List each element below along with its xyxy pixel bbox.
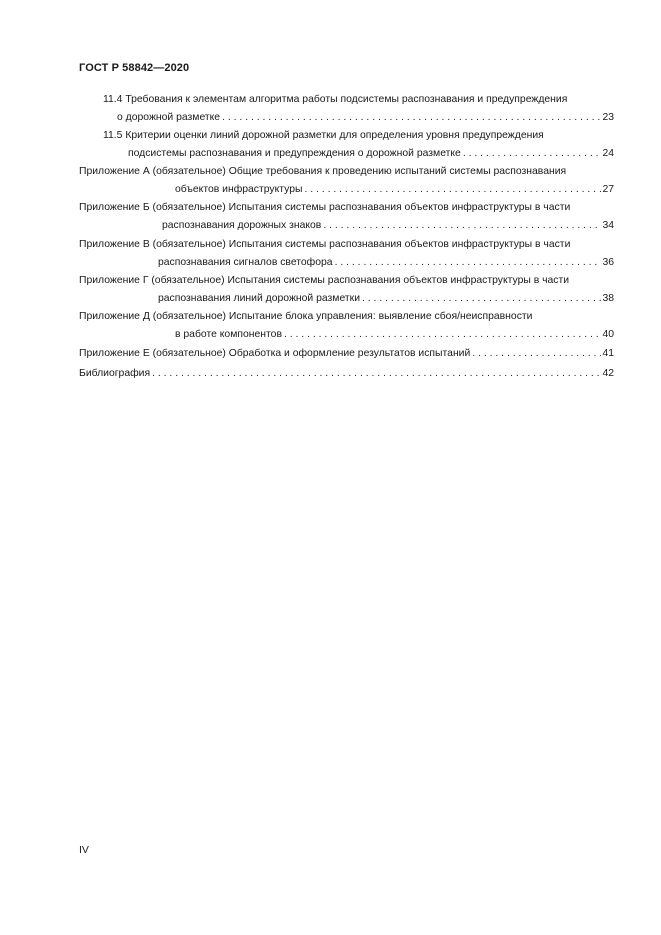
toc-appendix-b[interactable] xyxy=(162,219,614,232)
toc-entry-text: распознавания линий дорожной разметки xyxy=(158,293,360,304)
toc-leader-dots xyxy=(362,292,601,305)
toc-entry-text: распознавания сигналов светофора xyxy=(158,257,333,268)
toc-appendix-g-title: Приложение Г (обязательное) Испытания системы распознавания объектов инфраструктуры в части xyxy=(79,275,570,286)
document-header-title: ГОСТ Р 58842—2020 xyxy=(79,62,190,74)
toc-entry-text: Библиография xyxy=(79,368,151,379)
toc-entry-text: в работе компонентов xyxy=(175,329,282,340)
toc-leader-dots xyxy=(323,219,601,232)
toc-entry-text: объектов инфраструктуры xyxy=(175,184,303,195)
toc-appendix-a-title: Приложение А (обязательное) Общие требования к проведению испытаний системы распознавания xyxy=(79,166,567,177)
toc-entry-11-4[interactable] xyxy=(117,111,614,124)
toc-page-number: 36 xyxy=(602,257,614,268)
toc-entry-11-5[interactable] xyxy=(128,147,614,160)
toc-entry-text: Приложение Е (обязательное) Обработка и оформление результатов испытаний xyxy=(79,348,471,359)
toc-entry-text: распознавания дорожных знаков xyxy=(162,220,322,231)
toc-leader-dots xyxy=(222,111,601,124)
toc-page-number: 40 xyxy=(602,329,614,340)
toc-leader-dots xyxy=(284,328,601,341)
toc-entry-text: подсистемы распознавания и предупреждения о дорожной разметке xyxy=(128,148,461,159)
toc-bibliography[interactable] xyxy=(79,367,614,380)
toc-leader-dots xyxy=(304,183,601,196)
toc-page-number: 27 xyxy=(602,184,614,195)
toc-appendix-g[interactable] xyxy=(158,292,614,305)
footer-page-number: IV xyxy=(79,844,89,856)
toc-leader-dots xyxy=(472,347,601,360)
toc-page-number: 34 xyxy=(602,220,614,231)
toc-page-number: 38 xyxy=(602,293,614,304)
toc-entry-11-4-title: 11.4 Требования к элементам алгоритма работы подсистемы распознавания и предупреждения xyxy=(103,94,568,105)
toc-appendix-a[interactable] xyxy=(175,183,614,196)
toc-appendix-b-title: Приложение Б (обязательное) Испытания системы распознавания объектов инфраструктуры в части xyxy=(79,202,571,213)
toc-page-number: 23 xyxy=(602,112,614,123)
toc-leader-dots xyxy=(335,256,602,269)
toc-appendix-e[interactable] xyxy=(79,347,614,360)
toc-page-number: 24 xyxy=(602,148,614,159)
toc-leader-dots xyxy=(152,367,601,380)
toc-page-number: 42 xyxy=(602,368,614,379)
toc-leader-dots xyxy=(463,147,602,160)
toc-entry-11-5-title: 11.5 Критерии оценки линий дорожной разметки для определения уровня предупреждения xyxy=(103,130,544,141)
toc-entry-text: о дорожной разметке xyxy=(117,112,221,123)
toc-appendix-v-title: Приложение В (обязательное) Испытания системы распознавания объектов инфраструктуры в части xyxy=(79,239,571,250)
toc-appendix-v[interactable] xyxy=(158,256,614,269)
toc-appendix-d-title: Приложение Д (обязательное) Испытание блока управления: выявление сбоя/неисправности xyxy=(79,311,533,322)
toc-appendix-d[interactable] xyxy=(175,328,614,341)
toc-page-number: 41 xyxy=(602,348,614,359)
